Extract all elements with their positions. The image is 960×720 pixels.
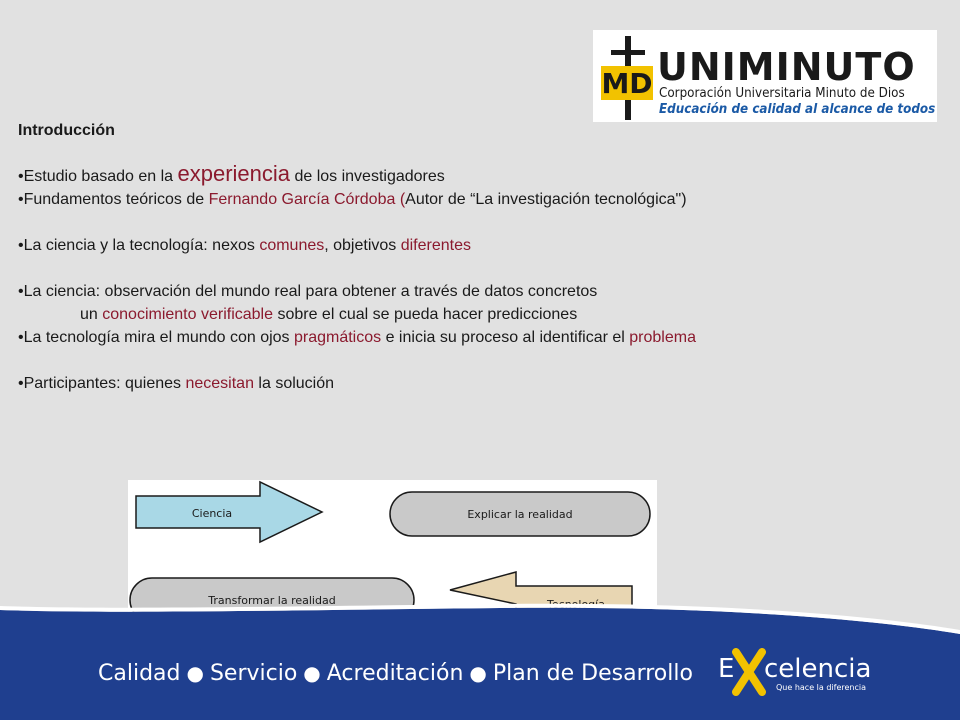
- bullet-participantes: •Participantes: quienes necesitan la solución: [18, 375, 335, 392]
- bullet-dot-icon: ●: [469, 661, 487, 685]
- explicar-label: Explicar la realidad: [467, 508, 573, 521]
- brand-x-icon: [732, 648, 766, 696]
- footer-item-servicio: Servicio: [209, 661, 298, 686]
- footer-slogan: [98, 661, 693, 686]
- footer-item-calidad: Calidad: [98, 661, 181, 686]
- slide-heading: Introducción: [18, 122, 115, 139]
- brand-tagline: Que hace la diferencia: [776, 683, 867, 692]
- footer-item-plan: Plan de Desarrollo: [492, 661, 693, 686]
- logo-subtitle: Corporación Universitaria Minuto de Dios: [659, 86, 905, 101]
- slide-content: [18, 122, 948, 395]
- logo-mark-text: MD: [601, 67, 653, 100]
- brand-e: E: [718, 654, 735, 684]
- bullet-ciencia: •La ciencia: observación del mundo real para obtener a través de datos concretos: [18, 283, 598, 300]
- logo-name: UNIMINUTO: [657, 45, 916, 89]
- uniminuto-logo: [593, 30, 937, 122]
- bullet-ciencia-continuation: un conocimiento verificable sobre el cual se pueda hacer predicciones: [80, 306, 578, 323]
- transformar-label: Transformar la realidad: [208, 594, 336, 607]
- bullet-dot-icon: ●: [303, 661, 321, 685]
- footer-item-acreditacion: Acreditación: [326, 661, 464, 686]
- bullet-experiencia: •Estudio basado en la experiencia de los investigadores: [18, 161, 445, 186]
- logo-tagline: Educación de calidad al alcance de todos: [659, 102, 936, 117]
- bullet-tecnologia: •La tecnología mira el mundo con ojos pragmáticos e inicia su proceso al identificar el problema: [18, 329, 696, 346]
- brand-rest: celencia: [764, 654, 872, 684]
- ciencia-label: Ciencia: [191, 507, 233, 520]
- bullet-fundamentos: •Fundamentos teóricos de Fernando García Córdoba (Autor de “La investigación tecnológica"): [18, 191, 687, 208]
- bullet-ciencia-tecnologia: •La ciencia y la tecnología: nexos comunes, objetivos diferentes: [18, 237, 471, 254]
- md-cross-icon: [597, 36, 657, 120]
- bullet-dot-icon: ●: [186, 661, 204, 685]
